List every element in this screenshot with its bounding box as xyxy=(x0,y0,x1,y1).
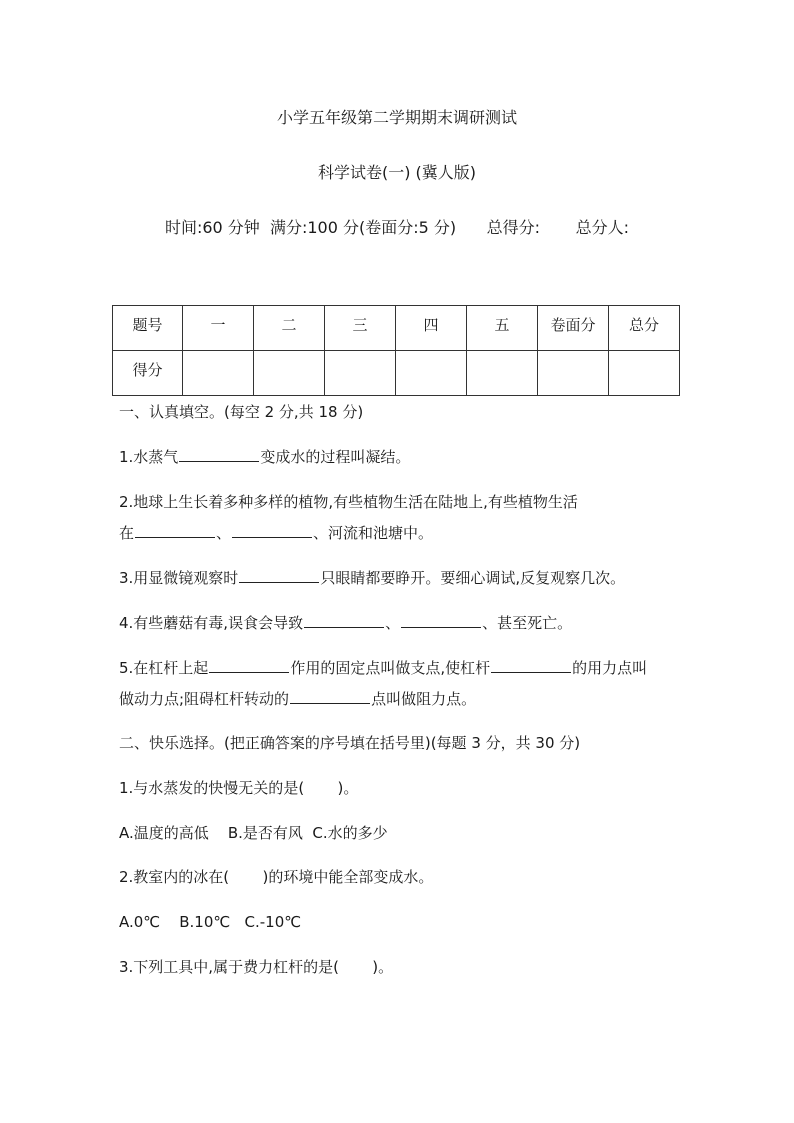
answer-blank xyxy=(135,523,215,538)
question-1-5-line1: 5.在杠杆上起 作用的固定点叫做支点,使杠杆 的用力点叫 xyxy=(119,659,648,677)
question-1-4: 4.有些蘑菇有毒,误食会导致 、 、甚至死亡。 xyxy=(119,614,573,632)
exam-title: 小学五年级第二学期期末调研测试 xyxy=(276,108,517,127)
score-cell xyxy=(467,351,538,396)
table-cell: 一 xyxy=(183,306,254,351)
question-1-5-line2: 做动力点;阻碍杠杆转动的 点叫做阻力点。 xyxy=(119,690,477,708)
score-cell xyxy=(396,351,467,396)
question-1-2-line1: 2.地球上生长着多种多样的植物,有些植物生活在陆地上,有些植物生活 xyxy=(119,493,578,511)
score-cell xyxy=(183,351,254,396)
answer-blank xyxy=(179,447,259,462)
table-cell: 总分 xyxy=(609,306,680,351)
table-cell: 得分 xyxy=(113,351,183,396)
score-cell xyxy=(325,351,396,396)
answer-blank xyxy=(491,658,571,673)
question-2-2: 2.教室内的冰在( )的环境中能全部变成水。 xyxy=(119,868,434,886)
question-2-3: 3.下列工具中,属于费力杠杆的是( )。 xyxy=(119,958,394,976)
question-1-2-line2: 在 、 、河流和池塘中。 xyxy=(119,524,434,542)
table-cell: 卷面分 xyxy=(538,306,609,351)
answer-blank xyxy=(209,658,289,673)
table-cell: 三 xyxy=(325,306,396,351)
table-row xyxy=(113,306,680,351)
question-1-3: 3.用显微镜观察时 只眼睛都要睁开。要细心调试,反复观察几次。 xyxy=(119,569,626,587)
table-row xyxy=(113,351,680,396)
answer-blank xyxy=(239,568,319,583)
exam-subtitle: 科学试卷(一) (冀人版) xyxy=(317,163,477,182)
score-cell xyxy=(609,351,680,396)
score-table xyxy=(112,305,680,396)
table-cell: 二 xyxy=(254,306,325,351)
table-cell: 五 xyxy=(467,306,538,351)
answer-blank xyxy=(401,613,481,628)
exam-info: 时间:60 分钟 满分:100 分(卷面分:5 分) 总得分: 总分人: xyxy=(164,218,630,237)
answer-blank xyxy=(304,613,384,628)
score-cell xyxy=(538,351,609,396)
score-cell xyxy=(254,351,325,396)
question-2-1-options: A.温度的高低 B.是否有风 C.水的多少 xyxy=(119,824,388,842)
question-1-1: 1.水蒸气 变成水的过程叫凝结。 xyxy=(119,448,411,466)
table-cell: 四 xyxy=(396,306,467,351)
table-cell: 题号 xyxy=(113,306,183,351)
question-2-1: 1.与水蒸发的快慢无关的是( )。 xyxy=(119,779,359,797)
question-2-2-options: A.0℃ B.10℃ C.-10℃ xyxy=(119,913,302,931)
section2-heading: 二、快乐选择。(把正确答案的序号填在括号里)(每题 3 分，共 30 分) xyxy=(119,734,581,752)
answer-blank xyxy=(290,689,370,704)
answer-blank xyxy=(232,523,312,538)
section1-heading: 一、认真填空。(每空 2 分,共 18 分) xyxy=(119,403,364,421)
